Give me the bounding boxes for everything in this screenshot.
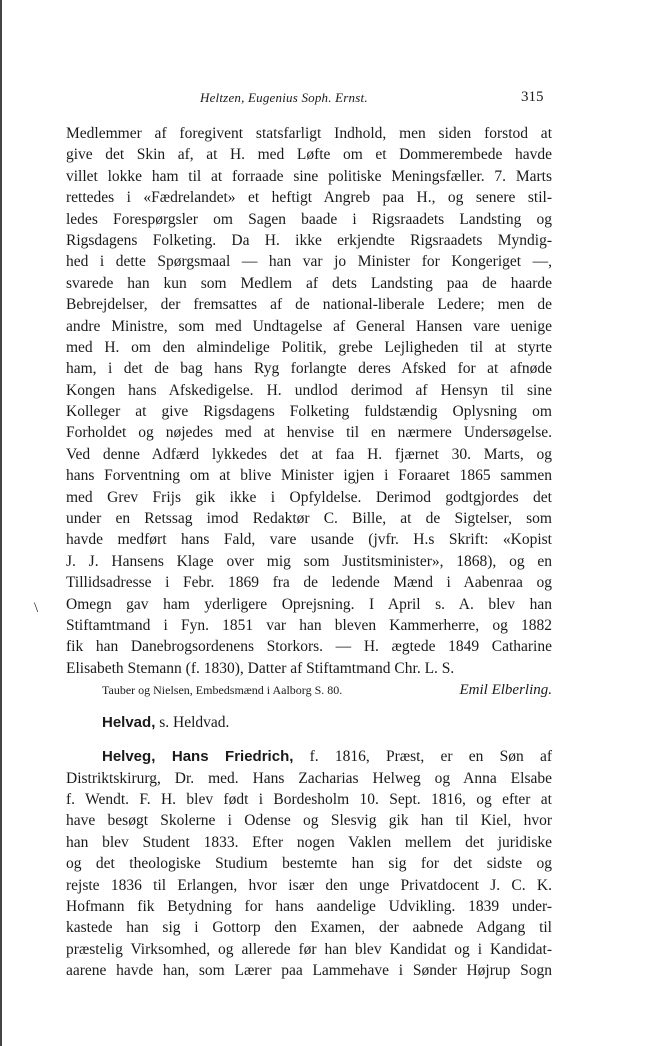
text-line: svarede han kun som Medlem af dets Landsting paa de haarde: [66, 274, 552, 292]
text-line: med H. om den almindelige Politik, grebe Lejligheden til at styrte: [66, 338, 552, 356]
text-line: Hofmann fik Betydning for hans aandelige Udvikling. 1839 under-: [66, 897, 552, 915]
text-line: Elisabeth Stemann (f. 1830), Datter af Stiftamtmand Chr. L. S.: [66, 659, 455, 677]
cross-reference-entry: [66, 712, 552, 734]
text-line: med Grev Frijs gik ikke i Opfyldelse. Derimod godtgjordes det: [66, 488, 552, 506]
entry-headword: Helvad,: [102, 714, 156, 732]
text-line: rettedes i «Fædrelandet» et heftigt Angreb paa H., og senere stil-: [66, 189, 552, 207]
running-title: Heltzen, Eugenius Soph. Ernst.: [200, 90, 368, 105]
source-citation: Tauber og Nielsen, Embedsmænd i Aalborg S. 80.: [102, 683, 343, 698]
text-line: Omegn gav ham yderligere Oprejsning. I April s. A. blev han: [66, 595, 552, 613]
text-line: Kongen hans Afskedigelse. H. undlod derimod af Hensyn til sine: [66, 381, 552, 399]
margin-mark: \: [34, 600, 39, 616]
article-heltzen: [66, 123, 552, 701]
text-line: Stiftamtmand i Fyn. 1851 var han bleven Kammerherre, og 1882: [66, 616, 552, 634]
text-line: J. J. Hansens Klage over mig som Justitsminister», 1868), og en: [66, 552, 552, 570]
text-line: give det Skin af, at H. med Løfte om et Dommerembede havde: [66, 146, 552, 164]
page-header: [0, 90, 664, 110]
text-line: [66, 746, 552, 767]
text-line: Rigsdagens Folketing. Da H. ikke erkjendte Rigsraadets Myndig-: [66, 231, 552, 249]
text-line: Forholdet og nøjedes med at henvise til en nærmere Undersøgelse.: [66, 424, 552, 442]
page-body: [66, 123, 552, 981]
text-line: under en Retssag imod Redaktør C. Bille, at de Sigtelser, som: [66, 510, 552, 528]
text-line: Medlemmer af foregivent statsfarligt Indhold, men siden forstod at: [66, 125, 552, 142]
source-row: [66, 679, 552, 701]
text-line: hans Forventning om at blive Minister igjen i Foraaret 1865 sammen: [66, 467, 552, 485]
entry-headword: Helveg, Hans Friedrich,: [102, 748, 294, 766]
text-line: villet lokke ham til at forraade sine politiske Meningsfæller. 7. Marts: [66, 167, 552, 185]
text-line: ledes Forespørgsler om Sagen baade i Rigsraadets Landsting og: [66, 210, 552, 228]
text-line: han blev Student 1833. Efter nogen Vaklen mellem det juridiske: [66, 833, 552, 851]
author-signature: Emil Elberling.: [459, 682, 552, 699]
text-line: Kolleger at give Rigsdagens Folketing fuldstændig Oplysning om: [66, 403, 552, 421]
text-line: fik han Danebrogsordenens Storkors. — H. ægtede 1849 Catharine: [66, 638, 552, 656]
article-helveg: [66, 746, 552, 981]
text-line: Distriktskirurg, Dr. med. Hans Zacharias Helweg og Anna Elsabe: [66, 769, 552, 787]
text-line: have besøgt Skolerne i Odense og Slesvig gik han til Kiel, hvor: [66, 812, 552, 830]
text-line: Bebrejdelser, der fremsattes af de national-liberale Ledere; men de: [66, 296, 552, 314]
text-line: præstelig Virksomhed, og allerede før han blev Kandidat og i Kandidat-: [66, 940, 552, 958]
page-number: 315: [521, 89, 544, 105]
text-line: f. Wendt. F. H. blev født i Bordesholm 10. Sept. 1816, og efter at: [66, 790, 552, 808]
text-line: kastede han sig i Gottorp den Examen, der aabnede Adgang til: [66, 919, 552, 937]
text-line: rejste 1836 til Erlangen, hvor især den unge Privatdocent J. C. K.: [66, 876, 552, 894]
cross-reference-text: s. Heldvad.: [155, 714, 230, 732]
text-line: ham, i det de bag hans Ryg forlangte deres Afsked for at afnøde: [66, 360, 552, 378]
entry-intro: f. 1816, Præst, er en Søn af: [293, 748, 552, 766]
text-line: Ved denne Adfærd lykkedes det at faa H. fjærnet 30. Marts, og: [66, 445, 552, 463]
text-line: hed i dette Spørgsmaal — han var jo Minister for Kongeriget —,: [66, 253, 552, 271]
page-edge-line: [0, 0, 2, 1046]
text-line: havde medført hans Fald, vare usande (jvfr. H.s Skrift: «Kopist: [66, 531, 552, 549]
text-line: andre Ministre, som med Undtagelse af General Hansen vare uenige: [66, 317, 552, 335]
text-line: og det theologiske Studium bestemte han sig for det sidste og: [66, 855, 552, 873]
text-line: Tillidsadresse i Febr. 1869 fra de ledende Mænd i Aabenraa og: [66, 574, 552, 592]
text-line: aarene havde han, som Lærer paa Lammehave i Sønder Højrup Sogn: [66, 962, 552, 980]
